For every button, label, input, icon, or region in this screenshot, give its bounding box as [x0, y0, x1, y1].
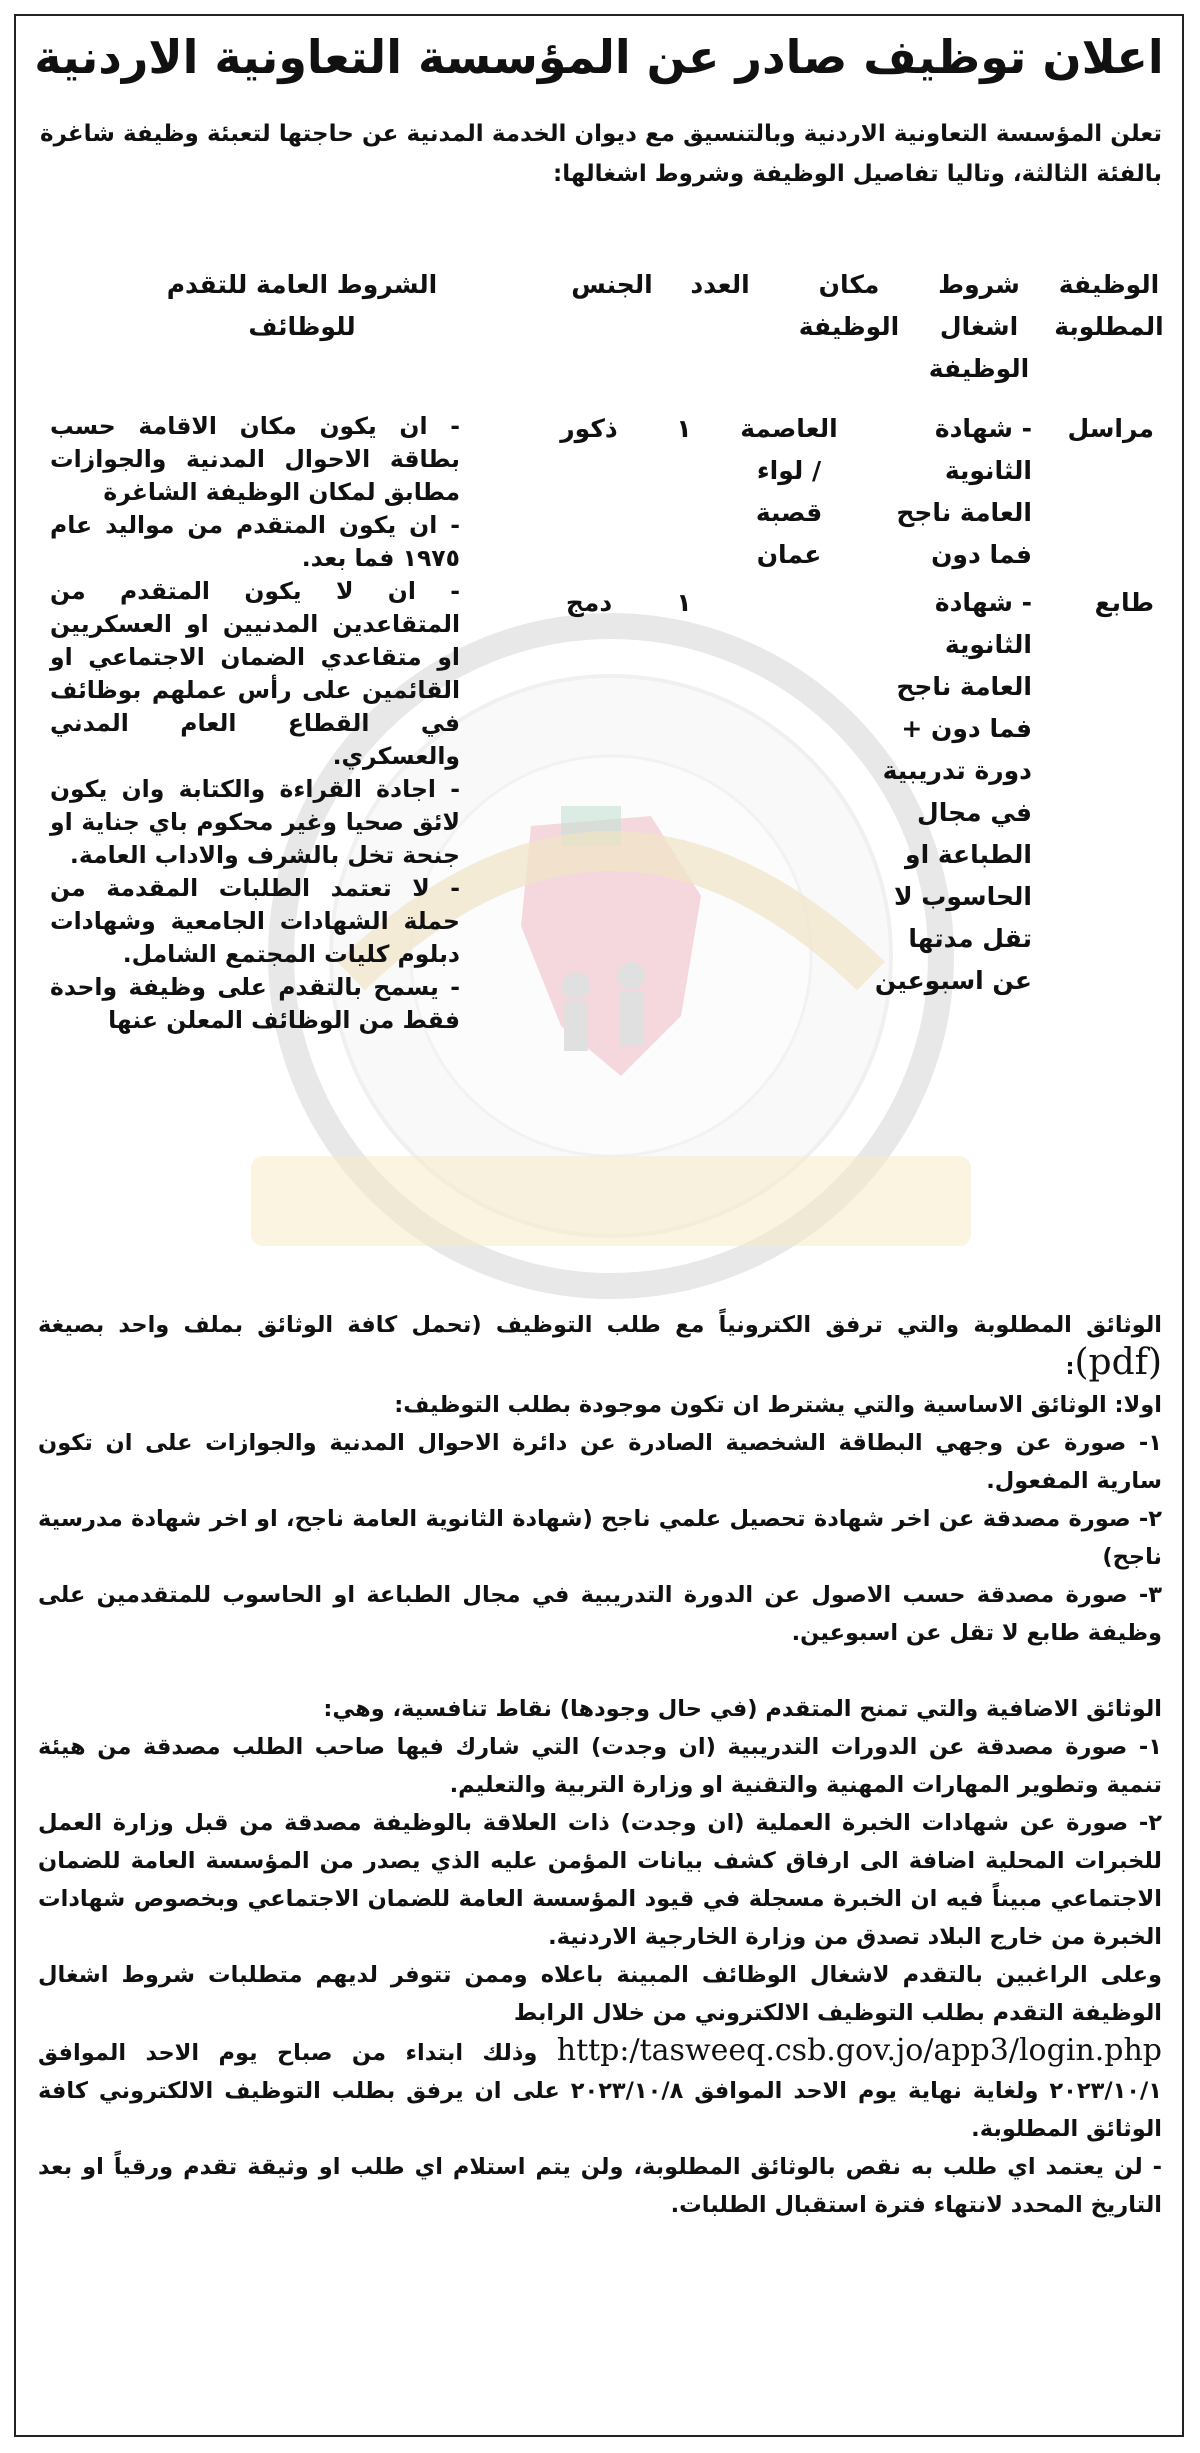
condition-item: - لا تعتمد الطلبات المقدمة من حملة الشهادات الجامعية وشهادات دبلوم كليات المجتمع الشامل. — [50, 874, 460, 968]
apply-instructions: وعلى الراغبين بالتقدم لاشغال الوظائف المبينة باعلاه وممن تتوفر لديهم متطلبات شروط اشغال الوظيفة التقدم بطلب التوظيف الالكتروني من خلال الرابط — [38, 1962, 1162, 2026]
row1-requirements: - شهادة الثانوية العامة ناجح فما دون — [896, 414, 1032, 569]
intro-paragraph: تعلن المؤسسة التعاونية الاردنية وبالتنسيق مع ديوان الخدمة المدنية عن حاجتها لتعبئة وظيفة شاغرة بالفئة الثالثة، وتاليا تفاصيل الوظيفة وشروط اشغالها: — [40, 121, 1162, 187]
documents-section — [38, 1306, 1162, 2224]
condition-item: - ان يكون مكان الاقامة حسب بطاقة الاحوال المدنية والجوازات مطابق لمكان الوظيفة الشاغرة — [50, 412, 460, 506]
row1-gender: ذكور — [560, 414, 618, 443]
general-conditions-list — [50, 410, 460, 1037]
row1-count: ١ — [676, 414, 692, 443]
announcement-frame — [14, 14, 1184, 2437]
condition-item: - اجادة القراءة والكتابة وان يكون لائق صحيا وغير محكوم باي جناية او جنحة تخل بالشرف والاداب العامة. — [50, 775, 460, 869]
header-gender: الجنس — [571, 270, 653, 299]
row1-location: العاصمة / لواء قصبة عمان — [740, 414, 838, 569]
basic-doc-item: ٣- صورة مصدقة حسب الاصول عن الدورة التدريبية في مجال الطباعة او الحاسوب للمتقدمين على وظيفة طابع لا تقل عن اسبوعين. — [38, 1582, 1162, 1646]
row2-gender: دمج — [565, 588, 613, 617]
extra-doc-item: ٢- صورة عن شهادات الخبرة العملية (ان وجدت) ذات العلاقة بالوظيفة مصدقة من قبل وزارة العمل للخبرات المحلية اضافة الى ارفاق كشف بيانات المؤمن عليه الذي يصدر من المؤسسة العامة للضمان الاجتماعي مبيناً فيه ان الخبرة مسجلة في قيود المؤسسة العامة للضمان الاجتماعي وبخصوص شهادات الخبرة من خارج البلاد تصدق من وزارة الخارجية الاردنية. — [38, 1810, 1162, 1950]
row2-job: طابع — [1094, 588, 1154, 617]
documents-heading: الوثائق المطلوبة والتي ترفق الكترونياً مع طلب التوظيف (تحمل كافة الوثائق بملف واحد بصيغة (pdf): — [38, 1312, 1162, 1383]
extra-docs-title: الوثائق الاضافية والتي تمنح المتقدم (في حال وجودها) نقاط تنافسية، وهي: — [323, 1696, 1162, 1722]
pdf-format: (pdf) — [1074, 1342, 1162, 1383]
application-link[interactable]: http:/tasweeq.csb.gov.jo/app3/login.php — [556, 2033, 1162, 2068]
basic-doc-item: ١- صورة عن وجهي البطاقة الشخصية الصادرة عن دائرة الاحوال المدنية والجوازات على ان تكون سارية المفعول. — [38, 1430, 1162, 1494]
basic-doc-item: ٢- صورة مصدقة عن اخر شهادة تحصيل علمي ناجح (شهادة الثانوية العامة ناجح، او اخر شهادة مدرسية ناجح) — [38, 1506, 1162, 1570]
header-requirements: شروط اشغال الوظيفة — [928, 270, 1030, 383]
condition-item: - ان لا يكون المتقدم من المتقاعدين المدنيين او العسكريين او متقاعدي الضمان الاجتماعي او القائمين على رأس عملهم بوظائف في القطاع العام المدني والعسكري. — [50, 577, 460, 770]
row2-count: ١ — [676, 588, 692, 617]
header-count: العدد — [690, 270, 750, 299]
header-location: مكان الوظيفة — [798, 270, 900, 341]
header-general-conditions: الشروط العامة للتقدم للوظائف — [166, 270, 438, 341]
extra-doc-item: ١- صورة مصدقة عن الدورات التدريبية (ان وجدت) التي شارك فيها صاحب الطلب مصدقة من هيئة تنمية وتطوير المهارات المهنية والتقنية او وزارة التربية والتعليم. — [38, 1734, 1162, 1798]
condition-item: - ان يكون المتقدم من مواليد عام ١٩٧٥ فما بعد. — [50, 511, 460, 572]
basic-docs-title: اولا: الوثائق الاساسية والتي يشترط ان تكون موجودة بطلب التوظيف: — [394, 1392, 1162, 1418]
condition-item: - يسمح بالتقدم على وظيفة واحدة فقط من الوظائف المعلن عنها — [50, 973, 460, 1034]
header-job: الوظيفة المطلوبة — [1054, 270, 1164, 341]
apply-dates: http:/tasweeq.csb.gov.jo/app3/login.php وذلك ابتداء من صباح يوم الاحد الموافق ٢٠٢٣/١٠/١ ولغاية نهاية يوم الاحد الموافق ٢٠٢٣/١٠/٨ على ان يرفق بطلب التوظيف الالكتروني كافة الوثائق المطلوبة. — [38, 2033, 1162, 2142]
page-title: اعلان توظيف صادر عن المؤسسة التعاونية الاردنية — [34, 30, 1164, 84]
row2-requirements: - شهادة الثانوية العامة ناجح فما دون + دورة تدريبية في مجال الطباعة او الحاسوب لا تقل مدتها عن اسبوعين — [874, 588, 1032, 995]
row1-job: مراسل — [1067, 414, 1154, 443]
rejection-note: - لن يعتمد اي طلب به نقص بالوثائق المطلوبة، ولن يتم استلام اي طلب او وثيقة تقدم ورقياً او بعد التاريخ المحدد لانتهاء فترة استقبال الطلبات. — [38, 2154, 1162, 2218]
